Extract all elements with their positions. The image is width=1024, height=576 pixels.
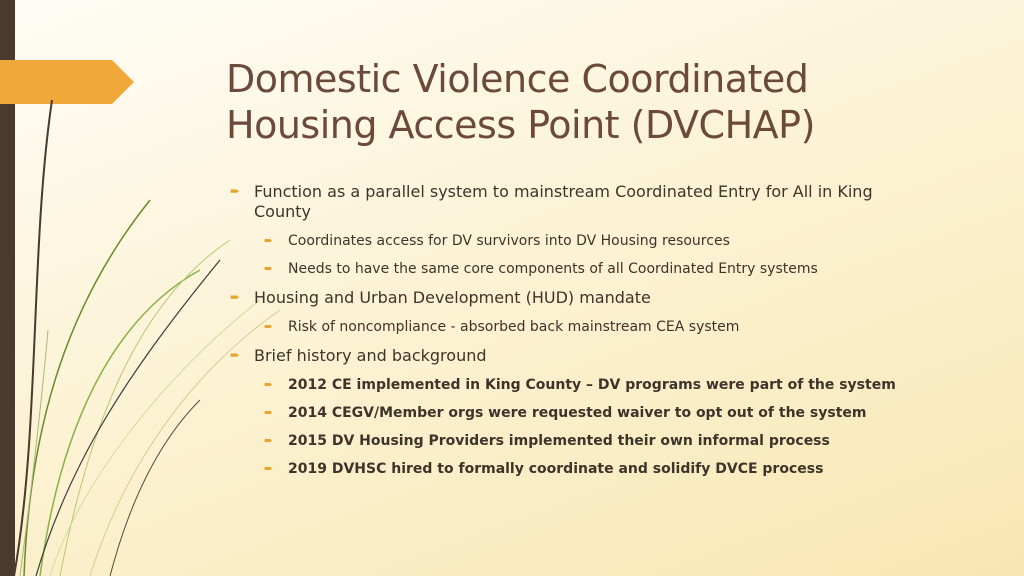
title-line-2: Housing Access Point (DVCHAP): [226, 103, 815, 147]
sub-bullet-item: 2019 DVHSC hired to formally coordinate and solidify DVCE process: [288, 461, 824, 477]
bullet-continuation: County: [254, 202, 311, 221]
title-line-1: Domestic Violence Coordinated: [226, 57, 809, 101]
sub-bullet-item: Coordinates access for DV survivors into DV Housing resources: [288, 233, 730, 249]
bullet-item: [254, 182, 873, 222]
sub-bullet-item: 2015 DV Housing Providers implemented their own informal process: [288, 433, 830, 449]
sub-bullet-arrow-icon: ➨: [264, 234, 274, 247]
sub-bullet-arrow-icon: ➨: [264, 320, 274, 333]
bullet-item: Housing and Urban Development (HUD) mandate: [254, 288, 651, 307]
sub-bullet-item: 2012 CE implemented in King County – DV programs were part of the system: [288, 377, 896, 393]
bullet-text: Function as a parallel system to mainstream Coordinated Entry for All in King: [254, 182, 873, 201]
sub-bullet-item: 2014 CEGV/Member orgs were requested waiver to opt out of the system: [288, 405, 867, 421]
accent-arrow-shape: [0, 60, 134, 104]
sub-bullet-arrow-icon: ➨: [264, 406, 274, 419]
bullet-item: Brief history and background: [254, 346, 487, 365]
sub-bullet-arrow-icon: ➨: [264, 434, 274, 447]
bullet-arrow-icon: ➨: [230, 290, 241, 304]
bullet-arrow-icon: ➨: [230, 184, 241, 198]
sub-bullet-arrow-icon: ➨: [264, 262, 274, 275]
left-sidebar-bar: [0, 0, 15, 576]
sub-bullet-arrow-icon: ➨: [264, 462, 274, 475]
sub-bullet-item: Risk of noncompliance - absorbed back mainstream CEA system: [288, 319, 740, 335]
sub-bullet-item: Needs to have the same core components of all Coordinated Entry systems: [288, 261, 818, 277]
bullet-arrow-icon: ➨: [230, 348, 241, 362]
slide-title: [226, 56, 986, 148]
sub-bullet-arrow-icon: ➨: [264, 378, 274, 391]
